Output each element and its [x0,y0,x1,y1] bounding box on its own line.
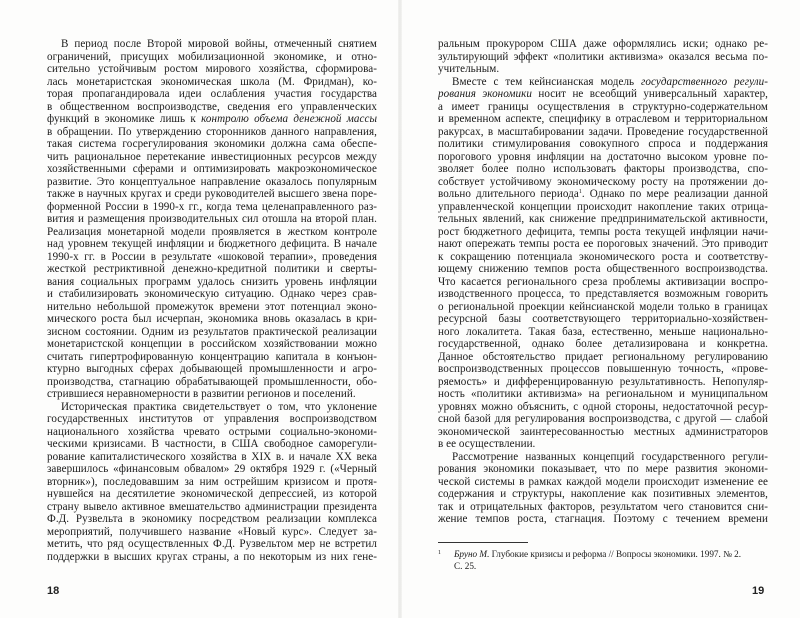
text-line: в ее осуществлении. [438,438,536,450]
text-line: Реализация монетарной модели проявляется в жестком контроле [47,225,377,238]
italic-emphasis: государственного регули- [641,75,768,88]
text-line: мического роста был исчерпан, экономика вновь оказалась в кри- [47,313,377,325]
text-line: и временно́м аспекте, специфику в отраслевом и территориальном [438,113,768,125]
text-line: Рассмотрение названных концепций государственного регули- [452,450,768,463]
text-line [438,76,768,89]
text-line: Что касается регионального среза проблемы активизации воспро- [438,275,768,288]
text-line: управленческой концепции происходит накопление таких отрица- [438,200,768,213]
text-line: чить рациональное перетекание инвестиционных ресурсов между [47,150,377,163]
text-line: такая система госрегулирования экономики должна сама обеспе- [47,138,377,150]
text-line: в общественном воспроизводстве, сведения его управленческих [47,100,377,113]
text-line: нувшейся на десятилетие экономической депрессией, из которой [47,488,377,500]
right-page [400,0,800,618]
right-page-text [438,38,768,526]
text-line: рование капиталистического хозяйства в XIX в. и начале XX века [47,450,377,463]
text-line: также в научных кругах и среди руководителей высшего звена поре- [47,188,377,200]
page-number-left: 18 [47,585,60,597]
text-line: лась монетаристская экономическая школа (М. Фридман), ко- [47,75,377,88]
text-line [438,88,768,101]
page-number-right: 19 [752,585,765,597]
text-line: а имеет границы осуществления в структурно-содержательном [438,100,768,113]
text-line: о региональной проекции кейнсианской модели только в границах [438,300,768,313]
text-line: ющему снижению темпов роста общественного воспроизводства. [438,263,768,275]
text-line: мероприятий, получившего название «Новый курс». Следует за- [47,525,377,538]
text-line: вторник»), последовавшим за ним острейшим кризисом и протя- [47,475,377,488]
text-line: национального хозяйства чревато острыми социально-экономи- [47,425,377,438]
text-line: жение темпов роста, стагнация. Поэтому с течением времени [438,513,768,525]
text-line: жесткой рестриктивной денежно-кредитной политики и сверты- [47,263,377,275]
text-line: сительно устойчивым ростом мирового хозяйства, сформирова- [47,63,377,75]
text-line: ность «политики активизма» на региональном и муниципальном [438,388,768,400]
text-line: зультирующий эффект «политики активизма» оказался весьма по- [438,50,768,63]
text-line: нительно небольшой промежуток времени этот потенциал эконо- [47,300,377,313]
text-line: над уровнем текущей инфляции и бюджетного дефицита. В начале [47,238,377,250]
text-line: Историческая практика свидетельствует о том, что уклонение [61,400,377,413]
text-line: поддержки в высших кругах страны, а по некоторым из них гене- [47,550,377,563]
text-line: тельных явлений, как снижение предпринимательской активности, [438,213,768,225]
footnote-reference: 1 [578,189,582,195]
text-line: хозяйственными сферами и оптимизировать макроэкономическое [47,163,377,175]
text-line: собствует устойчивому экономическому росту на протяжении до- [438,175,768,188]
text-line: производства, стагнацию обрабатывающей промышленности, обо- [47,375,377,388]
text-line: ракурсах, в масштабировании задачи. Проведение государственной [438,125,768,138]
text-line: монетаристской концепции в российском хозяйствовании можно [47,338,377,350]
text-line: государственной, однако более детализирована и конкретна. [438,338,768,350]
text-line: вития и размещения производительных сил отошла на второй план. [47,213,377,225]
text-run: Вместе с тем кейнсианская модель [452,75,642,88]
text-line: рост бюджетного дефицита, темпы роста текущей инфляции начи- [438,225,768,238]
text-line: учительным. [438,63,500,75]
footnote-author: Бруно М. [454,549,490,559]
text-line: ктурно выгодных сферах добывающей промышленности и агро- [47,363,377,375]
text-line [438,188,768,201]
text-line: государственных институтов от управления воспроизводством [47,413,377,425]
text-run: носит не всеобщий универсальный характер, [531,88,768,100]
text-line: вания социальных программ удалось снизить уровень инфляции [47,275,377,288]
text-line: ного локалитета. Такая база, естественно, меньше национально- [438,325,768,338]
text-line: страну вывело активное вмешательство администрации президента [47,500,377,513]
text-line: порогового уровня инфляции на достаточно высоком уровне по- [438,150,768,163]
text-line: содержания и структуры, накопление как позитивных элементов, [438,488,768,500]
text-line: нают опережать темпы роста ее пороговых значений. Это приводит [438,238,768,250]
text-line: политики стимулирования совокупного спроса и поддержания [438,138,768,150]
text-line: зисном состоянии. Одним из результатов практической реализации [47,325,377,338]
text-line: изводственного процесса, то представляется возможным говорить [438,288,768,300]
text-line: экономической заинтересованностью местных администраторов [438,425,768,438]
text-line: считать гипертрофированную концентрацию капитала в конъюн- [47,350,377,363]
text-line: рования экономики показывает, что по мере развития экономи- [438,463,768,475]
footnote-mark: 1 [438,550,441,556]
text-line: торая пропагандировала идеи ослабления участия государства [47,88,377,100]
text-line: В период после Второй мировой войны, отмеченный снятием [61,38,377,50]
italic-emphasis: рования экономики [438,88,532,100]
text-run: . Однако по мере реализации данной [581,188,768,200]
text-line: уровнях можно объяснить, с одной стороны, недостаточной ресур- [438,400,768,413]
text-line: ресурсной базы соответствующего территориально-хозяйствен- [438,313,768,325]
text-line: стрившиеся неравномерности в развитии регионов и поселений. [47,388,356,400]
text-line: форменной России в 1990-х гг., когда тема целенаправленного раз- [47,200,377,213]
text-line: и стабилизировать экономическую ситуацию. Однако через срав- [47,288,377,300]
text-line: Ф.Д. Рузвельта в экономику посредством реализации комплекса [47,513,377,525]
footnote-line-1 [438,549,768,561]
text-line: ческими кризисами. В частности, в США свободное саморегули- [47,438,377,450]
footnote-line-2: С. 25. [454,560,477,571]
italic-emphasis: контролю объема денежной массы [201,113,377,125]
text-line: ограничений, присущих мобилизационной экономике, и отно- [47,50,377,63]
text-line: сной базой для регулирования воспроизводства, с другой — слабой [438,413,768,425]
text-line: метить, что ряд осуществленных Ф.Д. Рузвельтом мер не встретил [47,538,377,550]
text-run: функций в экономике лишь к [47,113,202,125]
text-line: ральным прокурором США даже оформлялись иски; однако ре- [438,38,768,50]
text-line: в обращении. По утверждению сторонников данного направления, [47,125,377,138]
footnote [438,549,768,572]
text-line: ряемость» и дифференцированную результативность. Непопуляр- [438,375,768,388]
text-line: к сокращению потенциала экономического роста и соответству- [438,250,768,263]
left-page-text [47,38,377,563]
footnote-text: Глубокие кризисы и реформа // Вопросы экономики. 1997. № 2. [489,549,742,559]
text-run: вольно длительного периода [438,188,579,200]
text-line: ческой системы в рамках каждой модели происходит изменение ее [438,475,768,488]
text-line [47,113,377,126]
text-line: так и отрицательных факторов, результатом чего становится сни- [438,500,768,513]
text-line: Данное обстоятельство придает региональному регулированию [438,350,768,363]
text-line: 1990-х гг. в России в результате «шоковой терапии», проведения [47,250,377,263]
footnote-separator [438,542,528,543]
text-line: развитие. Это концептуальное направление оказалось популярным [47,175,377,188]
text-line: завершилось «финансовым обвалом» 29 октября 1929 г. («Черный [47,463,377,475]
text-line: зволяет более полно использовать факторы производства, спо- [438,163,768,175]
text-line: воспроизводственных процессов повышенную точность, «прове- [438,363,768,375]
